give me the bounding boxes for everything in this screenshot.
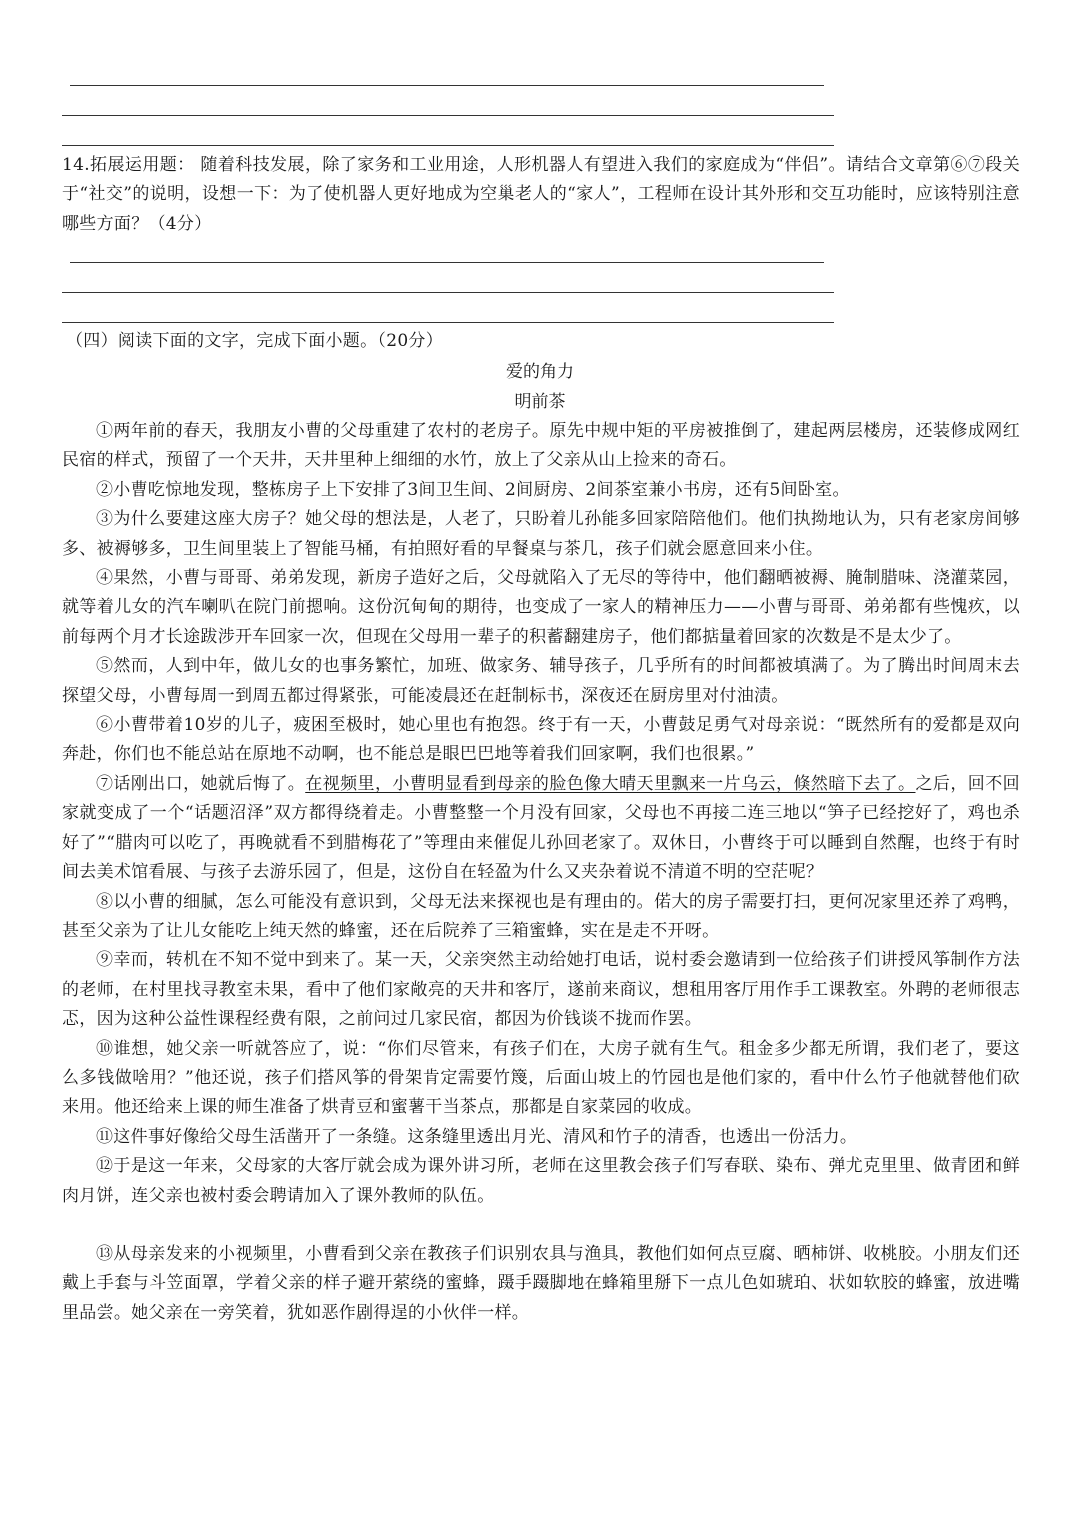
paragraph: ⑫于是这一年来，父母家的大客厅就会成为课外讲习所，老师在这里教会孩子们写春联、染布、弹尤克里里、做青团和鲜肉月饼，连父亲也被村委会聘请加入了课外教师的队伍。 — [62, 1156, 1020, 1206]
paragraph: ⑩谁想，她父亲一听就答应了，说：“你们尽管来，有孩子们在，大房子就有生气。租金多少都无所谓，我们老了，要这么多钱做啥用？”他还说，孩子们搭风筝的骨架肯定需要竹篾，后面山坡上的竹园也是他们家的，看中什么竹子他就替他们砍来用。他还给来上课的师生准备了烘青豆和蜜薯干当茶点，那都是自家菜园的收成。 — [62, 1038, 1020, 1118]
answer-line — [62, 292, 834, 293]
answer-line — [62, 322, 834, 323]
answer-line — [70, 85, 824, 86]
paragraph: ③为什么要建这座大房子？她父母的想法是，人老了，只盼着儿孙能多回家陪陪他们。他们执拗地认为，只有老家房间够多、被褥够多，卫生间里装上了智能马桶，有拍照好看的早餐桌与茶几，孩子们就会愿意回来小住。 — [62, 509, 1020, 559]
underlined-sentence: 在视频里，小曹明显看到母亲的脸色像大晴天里飘来一片乌云，倏然暗下去了。 — [305, 773, 916, 794]
answer-line — [70, 262, 824, 263]
question-14-text: 14.拓展运用题： 随着科技发展，除了家务和工业用途，人形机器人有望进入我们的家庭成为“伴侣”。请结合文章第⑥⑦段关于“社交”的说明，设想一下：为了使机器人更好地成为空巢老人的“家人”，工程师在设计其外形和交互功能时，应该特别注意哪些方面？（4分） — [62, 155, 1020, 234]
paragraph: ⑧以小曹的细腻，怎么可能没有意识到，父母无法来探视也是有理由的。偌大的房子需要打扫，更何况家里还养了鸡鸭，甚至父亲为了让儿女能吃上纯天然的蜂蜜，还在后院养了三箱蜜蜂，实在是走不开呀。 — [62, 891, 1020, 941]
paragraph: ①两年前的春天，我朋友小曹的父母重建了农村的老房子。原先中规中矩的平房被推倒了，建起两层楼房，还装修成网红民宿的样式，预留了一个天井，天井里种上细细的水竹，放上了父亲从山上捡来的奇石。 — [62, 421, 1020, 471]
paragraph: ⑪这件事好像给父母生活凿开了一条缝。这条缝里透出月光、清风和竹子的清香，也透出一份活力。 — [96, 1126, 858, 1147]
article-title: 爱的角力 — [506, 362, 574, 382]
answer-line — [62, 145, 834, 146]
article-author: 明前茶 — [514, 392, 566, 412]
paragraph: ④果然，小曹与哥哥、弟弟发现，新房子造好之后，父母就陷入了无尽的等待中，他们翻晒被褥、腌制腊味、浇灌菜园，就等着儿女的汽车喇叭在院门前摁响。这份沉甸甸的期待，也变成了一家人的精神压力——小曹与哥哥、弟弟都有些愧疚，以前每两个月才长途跋涉开车回家一次，但现在父母用一辈子的积蓄翻建房子，他们都掂量着回家的次数是不是太少了。 — [62, 568, 1020, 647]
paragraph-7-lead: ⑦话刚出口，她就后悔了。 — [96, 773, 306, 794]
section-heading: （四）阅读下面的文字，完成下面小题。（20分） — [66, 331, 444, 351]
answer-line — [62, 115, 834, 116]
paragraph: ②小曹吃惊地发现，整栋房子上下安排了3间卫生间、2间厨房、2间茶室兼小书房，还有5间卧室。 — [96, 479, 850, 500]
paragraph: ⑤然而，人到中年，做儿女的也事务繁忙，加班、做家务、辅导孩子，几乎所有的时间都被填满了。为了腾出时间周末去探望父母，小曹每周一到周五都过得紧张，可能凌晨还在赶制标书，深夜还在厨房里对付油渍。 — [62, 656, 1020, 706]
paragraph-7 — [62, 770, 1020, 888]
paragraph: ⑨幸而，转机在不知不觉中到来了。某一天，父亲突然主动给她打电话，说村委会邀请到一位给孩子们讲授风筝制作方法的老师，在村里找寻教室未果，看中了他们家敞亮的天井和客厅，遂前来商议，想租用客厅用作手工课教室。外聘的老师很志忑，因为这种公益性课程经费有限，之前问过几家民宿，都因为价钱谈不拢而作罢。 — [62, 950, 1020, 1030]
paragraph: ⑥小曹带着10岁的儿子，疲困至极时，她心里也有抱怨。终于有一天，小曹鼓足勇气对母亲说：“既然所有的爱都是双向奔赴，你们也不能总站在原地不动啊，也不能总是眼巴巴地等着我们回家啊，我们也很累。” — [62, 715, 1020, 765]
question-14 — [62, 151, 1020, 239]
article-body — [62, 417, 1020, 1328]
paragraph: ⑬从母亲发来的小视频里，小曹看到父亲在教孩子们识别农具与渔具，教他们如何点豆腐、晒柿饼、收桃胶。小朋友们还戴上手套与斗笠面罩，学着父亲的样子避开萦绕的蜜蜂，蹑手蹑脚地在蜂箱里掰下一点儿色如琥珀、状如软胶的蜂蜜，放进嘴里品尝。她父亲在一旁笑着，犹如恶作剧得逞的小伙伴一样。 — [62, 1243, 1020, 1323]
paragraph-7-rest: 之后，回不回家就变成了一个“话题沼泽”双方都得绕着走。小曹整整一个月没有回家，父母也不再接二连三地以“笋子已经挖好了，鸡也杀好了”“腊肉可以吃了，再晚就看不到腊梅花了”等理由来催促儿孙回老家了。双休日，小曹终于可以睡到自然醒，也终于有时间去美术馆看展、与孩子去游乐园了，但是，这份自在轻盈为什么又夹杂着说不清道不明的空茫呢？ — [62, 773, 1020, 883]
